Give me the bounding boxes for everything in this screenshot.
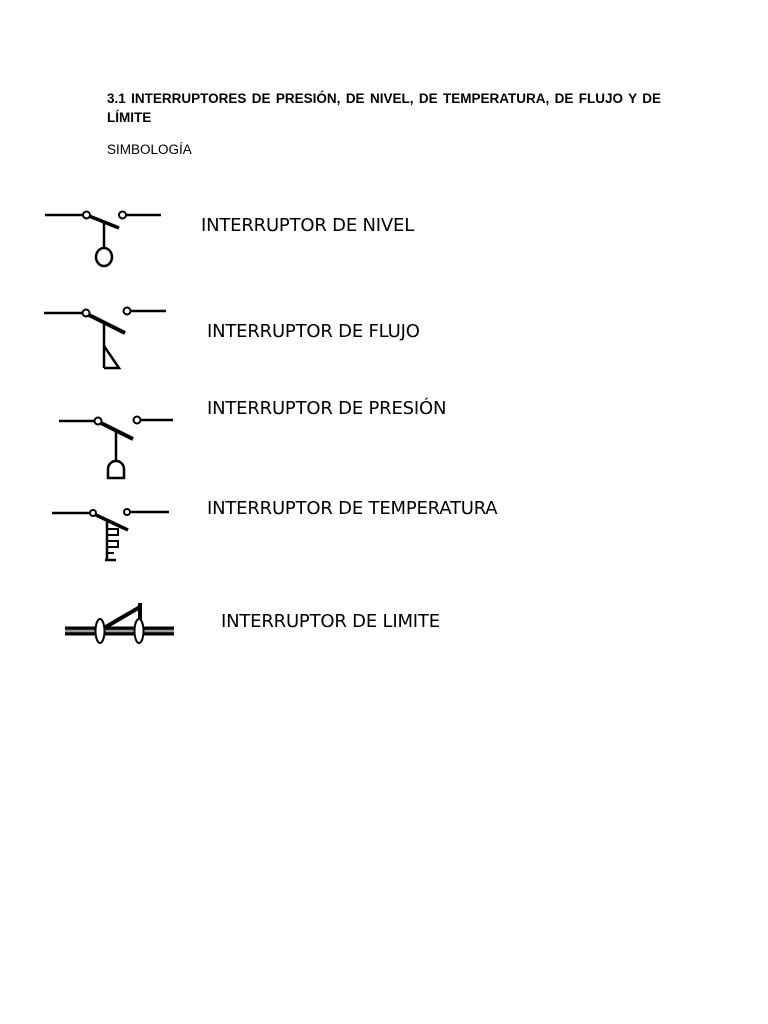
flow-switch-icon bbox=[40, 296, 175, 376]
level-switch-icon bbox=[40, 200, 170, 272]
symbol-label-pressure: INTERRUPTOR DE PRESIÓN bbox=[207, 398, 447, 419]
pressure-switch-icon bbox=[55, 405, 180, 485]
limit-switch-icon bbox=[62, 598, 180, 653]
temperature-switch-icon bbox=[50, 500, 175, 568]
symbol-label-limit: INTERRUPTOR DE LIMITE bbox=[221, 611, 440, 632]
section-subheading: SIMBOLOGÍA bbox=[107, 142, 192, 157]
section-heading: 3.1 INTERRUPTORES DE PRESIÓN, DE NIVEL, DE TEMPERATURA, DE FLUJO Y DE LÍMITE bbox=[107, 91, 661, 125]
symbol-label-temperature: INTERRUPTOR DE TEMPERATURA bbox=[207, 498, 498, 519]
symbol-label-flow: INTERRUPTOR DE FLUJO bbox=[207, 321, 420, 342]
symbol-label-level: INTERRUPTOR DE NIVEL bbox=[201, 215, 415, 236]
